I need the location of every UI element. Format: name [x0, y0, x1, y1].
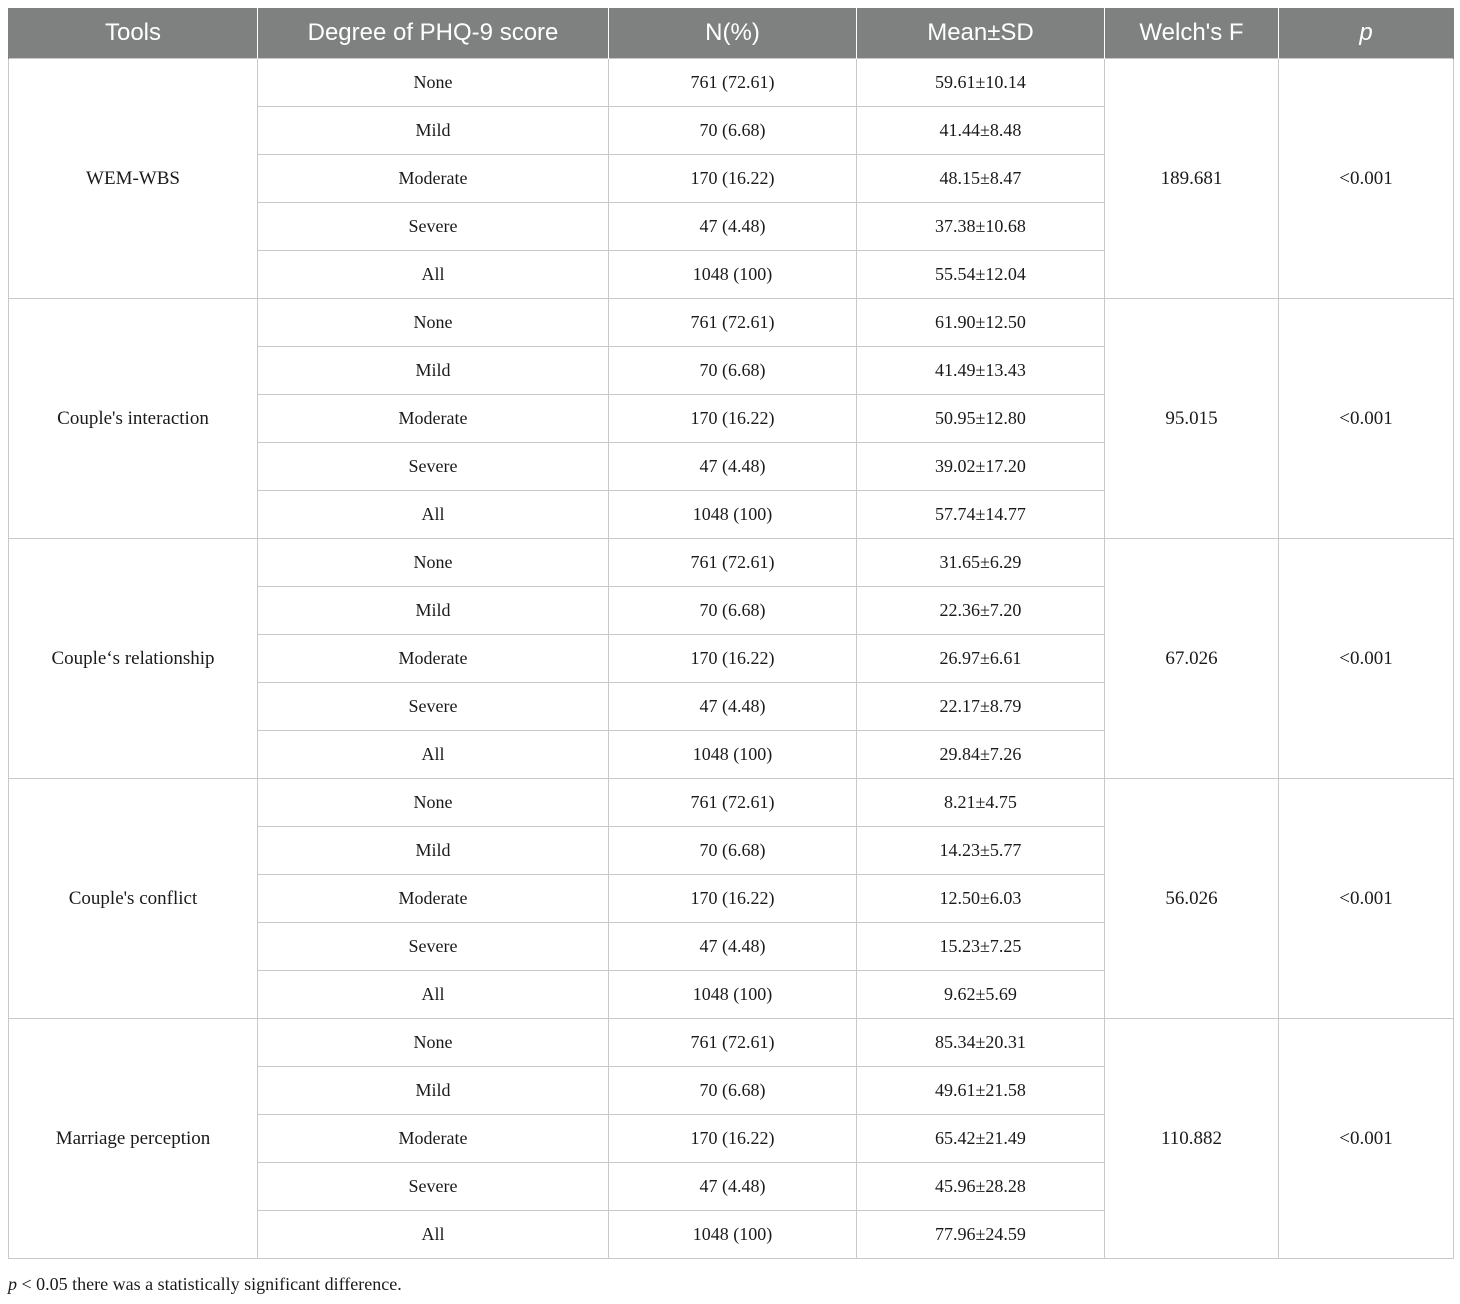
degree-cell: Moderate	[258, 1115, 609, 1163]
degree-cell: Severe	[258, 443, 609, 491]
n-percent-cell: 170 (16.22)	[609, 395, 857, 443]
degree-cell: None	[258, 539, 609, 587]
mean-sd-cell: 9.62±5.69	[857, 971, 1105, 1019]
welch-f-cell: 95.015	[1105, 299, 1279, 539]
n-percent-cell: 761 (72.61)	[609, 539, 857, 587]
table-row	[9, 539, 1454, 587]
mean-sd-cell: 15.23±7.25	[857, 923, 1105, 971]
table-row	[9, 779, 1454, 827]
mean-sd-cell: 22.36±7.20	[857, 587, 1105, 635]
degree-cell: All	[258, 731, 609, 779]
mean-sd-cell: 55.54±12.04	[857, 251, 1105, 299]
p-value-cell: <0.001	[1279, 1019, 1454, 1259]
mean-sd-cell: 85.34±20.31	[857, 1019, 1105, 1067]
n-percent-cell: 1048 (100)	[609, 251, 857, 299]
table-body	[9, 59, 1454, 1259]
degree-cell: None	[258, 299, 609, 347]
n-percent-cell: 1048 (100)	[609, 731, 857, 779]
table-footnote	[8, 1274, 402, 1295]
tool-name-cell: Couple's conflict	[9, 779, 258, 1019]
n-percent-cell: 47 (4.48)	[609, 683, 857, 731]
results-table	[8, 8, 1454, 1259]
p-value-cell: <0.001	[1279, 779, 1454, 1019]
degree-cell: Mild	[258, 587, 609, 635]
welch-f-cell: 110.882	[1105, 1019, 1279, 1259]
mean-sd-cell: 45.96±28.28	[857, 1163, 1105, 1211]
mean-sd-cell: 48.15±8.47	[857, 155, 1105, 203]
mean-sd-cell: 8.21±4.75	[857, 779, 1105, 827]
tool-name-cell: WEM-WBS	[9, 59, 258, 299]
degree-cell: Severe	[258, 683, 609, 731]
mean-sd-cell: 14.23±5.77	[857, 827, 1105, 875]
degree-cell: All	[258, 491, 609, 539]
degree-cell: All	[258, 251, 609, 299]
n-percent-cell: 761 (72.61)	[609, 779, 857, 827]
mean-sd-cell: 49.61±21.58	[857, 1067, 1105, 1115]
header-tools: Tools	[9, 8, 258, 59]
n-percent-cell: 761 (72.61)	[609, 59, 857, 107]
mean-sd-cell: 59.61±10.14	[857, 59, 1105, 107]
table-header	[9, 8, 1454, 59]
degree-cell: Moderate	[258, 635, 609, 683]
n-percent-cell: 170 (16.22)	[609, 1115, 857, 1163]
degree-cell: Mild	[258, 827, 609, 875]
degree-cell: Severe	[258, 203, 609, 251]
table-row	[9, 1019, 1454, 1067]
header-n-percent: N(%)	[609, 8, 857, 59]
n-percent-cell: 70 (6.68)	[609, 827, 857, 875]
mean-sd-cell: 61.90±12.50	[857, 299, 1105, 347]
degree-cell: Mild	[258, 1067, 609, 1115]
n-percent-cell: 70 (6.68)	[609, 107, 857, 155]
n-percent-cell: 1048 (100)	[609, 491, 857, 539]
welch-f-cell: 67.026	[1105, 539, 1279, 779]
mean-sd-cell: 41.44±8.48	[857, 107, 1105, 155]
n-percent-cell: 47 (4.48)	[609, 203, 857, 251]
mean-sd-cell: 26.97±6.61	[857, 635, 1105, 683]
welch-f-cell: 189.681	[1105, 59, 1279, 299]
n-percent-cell: 47 (4.48)	[609, 443, 857, 491]
header-welch-f: Welch's F	[1105, 8, 1279, 59]
table-row	[9, 59, 1454, 107]
n-percent-cell: 47 (4.48)	[609, 923, 857, 971]
header-row	[9, 8, 1454, 59]
degree-cell: Moderate	[258, 875, 609, 923]
degree-cell: Moderate	[258, 395, 609, 443]
tool-name-cell: Couple‘s relationship	[9, 539, 258, 779]
mean-sd-cell: 65.42±21.49	[857, 1115, 1105, 1163]
mean-sd-cell: 31.65±6.29	[857, 539, 1105, 587]
p-value-cell: <0.001	[1279, 539, 1454, 779]
n-percent-cell: 170 (16.22)	[609, 875, 857, 923]
degree-cell: Mild	[258, 347, 609, 395]
p-value-cell: <0.001	[1279, 59, 1454, 299]
n-percent-cell: 170 (16.22)	[609, 635, 857, 683]
n-percent-cell: 47 (4.48)	[609, 1163, 857, 1211]
degree-cell: All	[258, 1211, 609, 1259]
degree-cell: All	[258, 971, 609, 1019]
degree-cell: Mild	[258, 107, 609, 155]
footnote-p-symbol: p	[8, 1274, 17, 1294]
n-percent-cell: 70 (6.68)	[609, 587, 857, 635]
n-percent-cell: 761 (72.61)	[609, 299, 857, 347]
tool-name-cell: Marriage perception	[9, 1019, 258, 1259]
n-percent-cell: 70 (6.68)	[609, 347, 857, 395]
degree-cell: None	[258, 59, 609, 107]
mean-sd-cell: 22.17±8.79	[857, 683, 1105, 731]
degree-cell: Severe	[258, 923, 609, 971]
mean-sd-cell: 50.95±12.80	[857, 395, 1105, 443]
mean-sd-cell: 77.96±24.59	[857, 1211, 1105, 1259]
table-row	[9, 299, 1454, 347]
degree-cell: None	[258, 779, 609, 827]
header-p-value: p	[1279, 8, 1454, 59]
n-percent-cell: 1048 (100)	[609, 971, 857, 1019]
p-value-cell: <0.001	[1279, 299, 1454, 539]
results-table-container	[8, 8, 1453, 1259]
n-percent-cell: 761 (72.61)	[609, 1019, 857, 1067]
header-degree: Degree of PHQ-9 score	[258, 8, 609, 59]
tool-name-cell: Couple's interaction	[9, 299, 258, 539]
n-percent-cell: 1048 (100)	[609, 1211, 857, 1259]
footnote-text: < 0.05 there was a statistically significant difference.	[17, 1274, 402, 1294]
mean-sd-cell: 57.74±14.77	[857, 491, 1105, 539]
mean-sd-cell: 12.50±6.03	[857, 875, 1105, 923]
n-percent-cell: 70 (6.68)	[609, 1067, 857, 1115]
degree-cell: None	[258, 1019, 609, 1067]
mean-sd-cell: 37.38±10.68	[857, 203, 1105, 251]
mean-sd-cell: 39.02±17.20	[857, 443, 1105, 491]
welch-f-cell: 56.026	[1105, 779, 1279, 1019]
n-percent-cell: 170 (16.22)	[609, 155, 857, 203]
degree-cell: Moderate	[258, 155, 609, 203]
mean-sd-cell: 41.49±13.43	[857, 347, 1105, 395]
degree-cell: Severe	[258, 1163, 609, 1211]
header-mean-sd: Mean±SD	[857, 8, 1105, 59]
mean-sd-cell: 29.84±7.26	[857, 731, 1105, 779]
